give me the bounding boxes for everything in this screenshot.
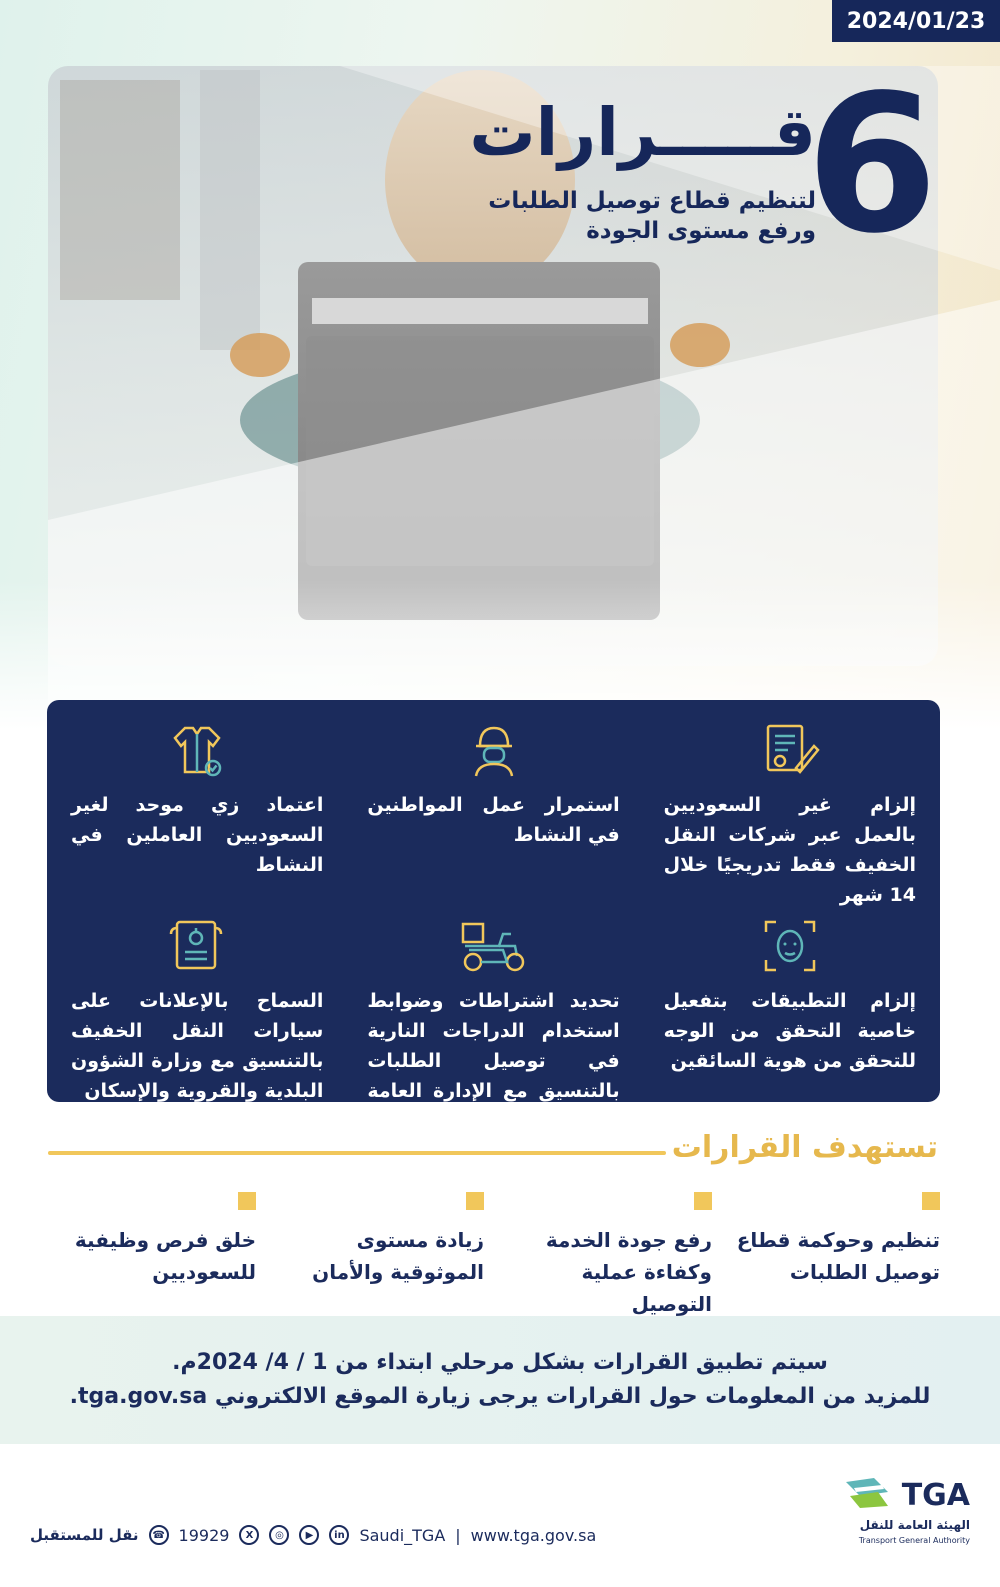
decision-card	[367, 910, 619, 1136]
footer-contacts	[30, 1520, 596, 1550]
decision-text: اعتماد زي موحد لغير السعوديين العاملين في النشاط	[71, 794, 324, 876]
notice-line: سيتم تطبيق القرارات بشكل مرحلي ابتداء من 1 / 4/ 2024م.	[172, 1350, 828, 1375]
date-badge: 2024/01/23	[832, 0, 1000, 42]
title-block	[469, 54, 938, 275]
page-subtitle: لتنظيم قطاع توصيل الطلبات ورفع مستوى الجودة	[488, 188, 816, 244]
instagram-icon[interactable]: ◎	[269, 1525, 289, 1545]
targets-divider	[48, 1151, 666, 1155]
bullet-square-icon	[238, 1192, 256, 1210]
worker-helmet-icon	[367, 720, 619, 780]
decision-count: 6	[805, 54, 938, 275]
decision-text: إلزام التطبيقات بتفعيل خاصية التحقق من الوجه للتحقق من هوية السائقين	[663, 990, 916, 1072]
target-text: خلق فرص وظيفية للسعوديين	[74, 1228, 256, 1284]
decisions-panel	[47, 700, 940, 1132]
decision-text: استمرار عمل المواطنين في النشاط	[367, 794, 620, 846]
logo-arabic-name: الهيئة العامة للنقل	[859, 1518, 970, 1532]
x-icon[interactable]: X	[239, 1525, 259, 1545]
decision-card	[367, 714, 619, 910]
website-link[interactable]: www.tga.gov.sa	[470, 1525, 597, 1545]
logo-text: TGA	[901, 1478, 970, 1513]
bullet-square-icon	[922, 1192, 940, 1210]
bullet-square-icon	[694, 1192, 712, 1210]
phone-icon: ☎	[149, 1525, 169, 1545]
logo-english-name: Transport General Authority	[858, 1536, 970, 1545]
decision-card	[664, 910, 916, 1136]
decision-text: السماح بالإعلانات على سيارات النقل الخفيف بالتنسيق مع وزارة الشؤون البلدية والقروية والإسكان	[71, 990, 324, 1102]
advertisement-board-icon	[71, 916, 323, 976]
target-item	[732, 1192, 940, 1320]
page-title: قـــــرارات	[469, 94, 816, 171]
uniform-shirt-icon	[71, 720, 323, 780]
notice-line: للمزيد من المعلومات حول القرارات يرجى زيارة الموقع الالكتروني tga.gov.sa.	[69, 1384, 931, 1409]
linkedin-icon[interactable]: in	[329, 1525, 349, 1545]
decision-card	[664, 714, 916, 910]
target-text: رفع جودة الخدمة وكفاءة عملية التوصيل	[545, 1228, 712, 1316]
target-item	[276, 1192, 484, 1320]
delivery-scooter-icon	[367, 916, 619, 976]
document-signature-icon	[664, 720, 916, 780]
targets-heading: تستهدف القرارات	[671, 1130, 938, 1165]
phone-number[interactable]: 19929	[178, 1525, 230, 1545]
bullet-square-icon	[466, 1192, 484, 1210]
target-item	[504, 1192, 712, 1320]
face-scan-icon	[664, 916, 916, 976]
slogan: نقل للمستقبل	[30, 1526, 139, 1544]
target-text: تنظيم وحوكمة قطاع توصيل الطلبات	[736, 1228, 940, 1284]
youtube-icon[interactable]: ▶	[299, 1525, 319, 1545]
targets-list	[48, 1192, 940, 1316]
implementation-notice	[0, 1316, 1000, 1444]
decision-text: إلزام غير السعوديين بالعمل عبر شركات النقل الخفيف فقط تدريجيًا خلال 14 شهر	[663, 794, 916, 906]
target-item	[48, 1192, 256, 1320]
target-text: زيادة مستوى الموثوقية والأمان	[312, 1228, 484, 1284]
tga-logo	[840, 1472, 970, 1552]
tga-logo-mark-icon	[844, 1476, 890, 1510]
decision-card	[71, 714, 323, 910]
separator: |	[455, 1525, 461, 1545]
social-handle[interactable]: Saudi_TGA	[359, 1525, 446, 1545]
decision-text: تحديد اشتراطات وضوابط استخدام الدراجات النارية في توصيل الطلبات بالتنسيق مع الإدارة العامة للمرور	[367, 990, 620, 1132]
decision-card	[71, 910, 323, 1136]
